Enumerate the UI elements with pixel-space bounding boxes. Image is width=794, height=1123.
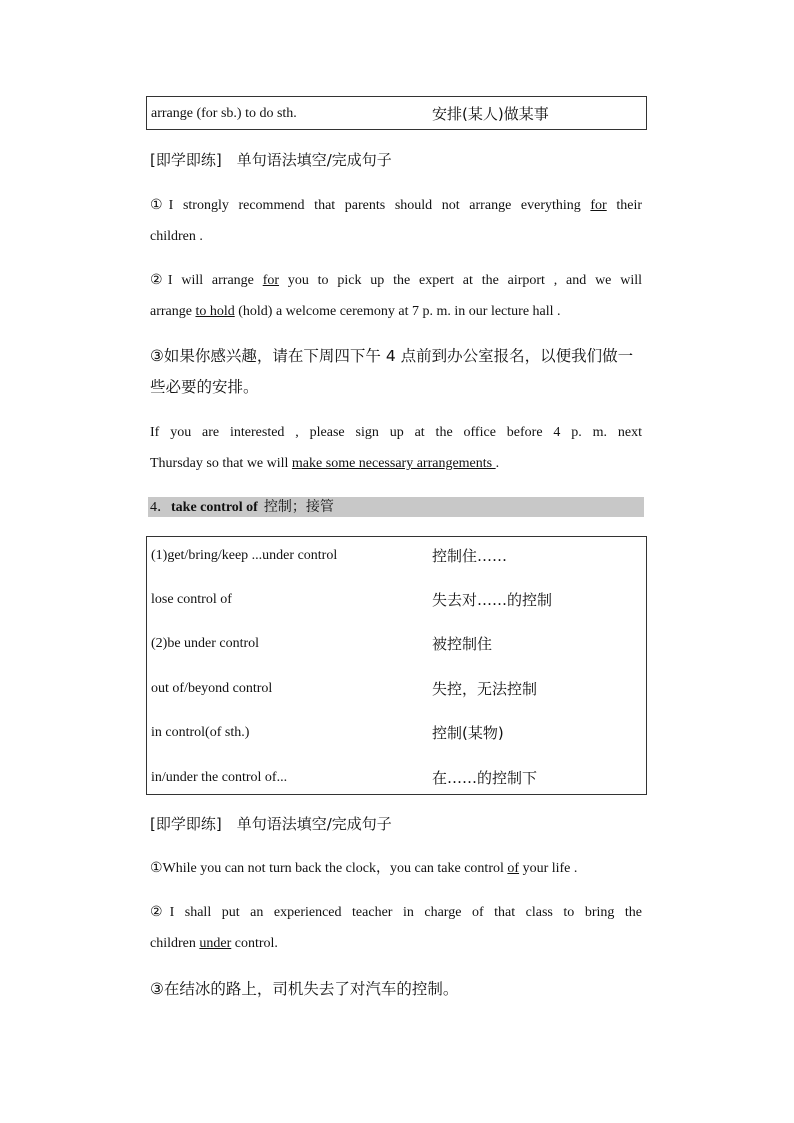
phrase-meaning: 控制；接管	[263, 499, 334, 515]
phrase-row	[151, 104, 642, 124]
phrase-zh: 控制住……	[432, 547, 508, 565]
question-3-en-line-1: If you are interested , please sign up at the office before 4 p. m. next	[150, 425, 642, 440]
phrase-title: take control of	[171, 500, 258, 515]
phrase-box-arrange	[146, 96, 647, 130]
answer-blank: for	[590, 198, 607, 213]
phrase-en: in control(of sth.)	[151, 725, 250, 740]
practice-header: [即学即练] 单句语法填空/完成句子	[150, 815, 392, 833]
phrase-box-control	[146, 536, 647, 795]
phrase-zh: 安排(某人)做某事	[432, 105, 549, 123]
question-3-zh-line-2: 些必要的安排。	[150, 378, 259, 396]
answer-blank: make some necessary arrangements	[291, 456, 496, 471]
question-1-line-1: ①I strongly recommend that parents should not arrange everything for their	[150, 198, 642, 213]
phrase-en: (2)be under control	[151, 636, 260, 651]
phrase-zh: 被控制住	[432, 635, 493, 653]
question-3-zh-line-1: ③如果你感兴趣，请在下周四下午 4 点前到办公室报名，以便我们做一	[150, 347, 634, 365]
phrase-zh: 在……的控制下	[432, 769, 538, 787]
question-3-en-line-2: Thursday so that we will make some necessary arrangements .	[150, 456, 500, 471]
phrase-en: lose control of	[151, 592, 232, 607]
phrase-row	[151, 634, 642, 654]
phrase-row	[151, 590, 642, 610]
phrase-en: (1)get/bring/keep ...under control	[151, 548, 338, 563]
practice-header: [即学即练] 单句语法填空/完成句子	[150, 151, 392, 169]
answer-blank: of	[507, 861, 520, 876]
question-2-line-1: ②I will arrange for you to pick up the expert at the airport , and we will	[150, 273, 642, 288]
question-2-line-2: arrange to hold (hold) a welcome ceremony at 7 p. m. in our lecture hall .	[150, 304, 561, 319]
question-1-line-1: ①While you can not turn back the clock，you can take control of your life .	[150, 861, 578, 876]
phrase-row	[151, 768, 642, 788]
question-2-line-2: children under control.	[150, 936, 278, 951]
phrase-heading-band	[148, 497, 644, 517]
question-1-line-2: children .	[150, 229, 203, 244]
phrase-zh: 失去对……的控制	[432, 591, 553, 609]
phrase-row	[151, 723, 642, 743]
question-3-zh: ③在结冰的路上，司机失去了对汽车的控制。	[150, 980, 459, 998]
phrase-row	[151, 679, 642, 699]
answer-blank: to hold	[195, 304, 235, 319]
question-2-line-1: ②I shall put an experienced teacher in charge of that class to bring the	[150, 905, 642, 920]
phrase-zh: 失控，无法控制	[432, 680, 538, 698]
phrase-en: out of/beyond control	[151, 681, 273, 696]
phrase-en: arrange (for sb.) to do sth.	[151, 106, 297, 121]
phrase-zh: 控制(某物)	[432, 724, 504, 742]
answer-blank: under	[199, 936, 232, 951]
phrase-en: in/under the control of...	[151, 770, 288, 785]
answer-blank: for	[262, 273, 280, 288]
phrase-row	[151, 546, 642, 566]
phrase-number: 4．	[150, 500, 171, 515]
